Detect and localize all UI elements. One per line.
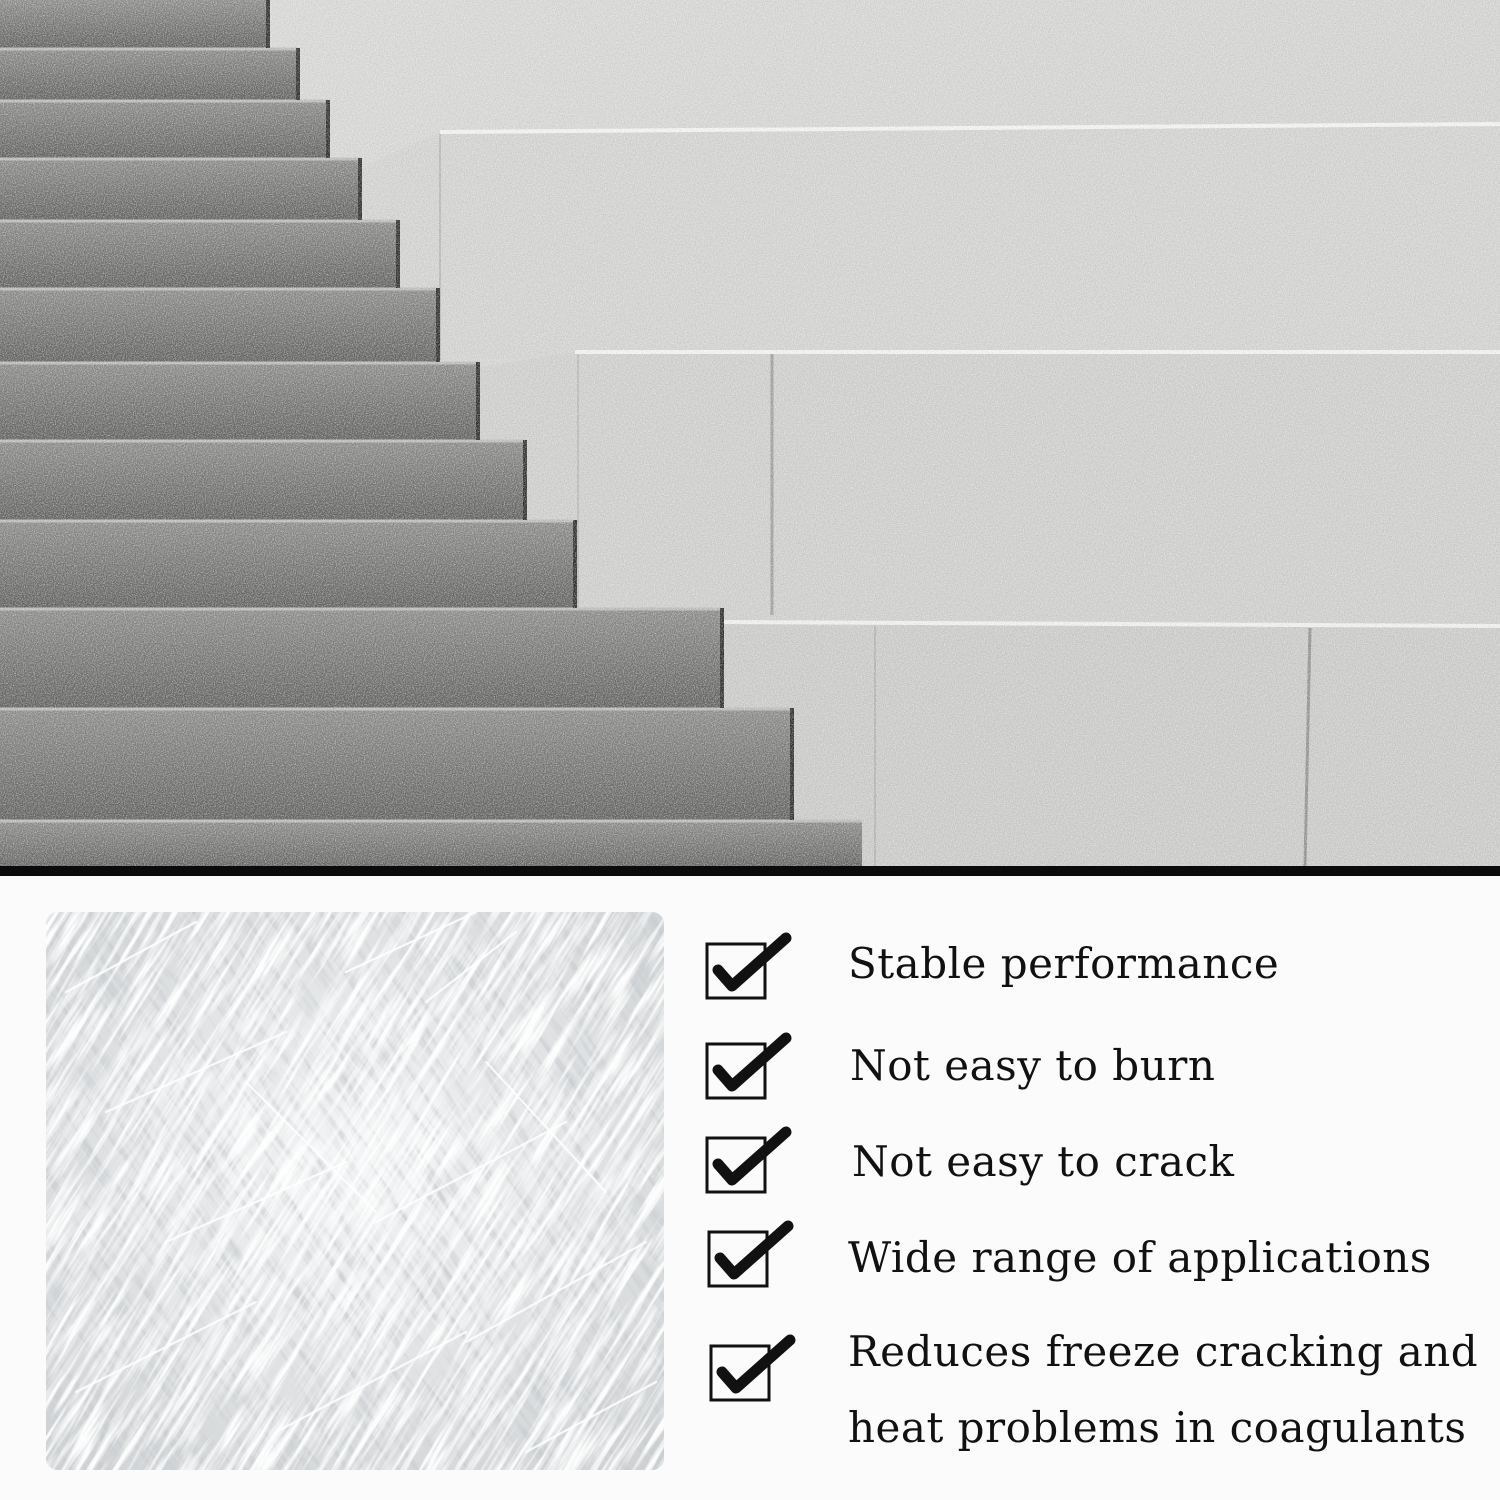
checkbox-checked-icon (704, 1126, 794, 1196)
checkbox-checked-icon (706, 1220, 796, 1290)
feature-label-line-2: heat problems in coagulants (848, 1403, 1467, 1452)
checkbox-checked-icon (704, 1032, 794, 1102)
checkbox-checked-icon (708, 1334, 798, 1404)
feature-label: Not easy to crack (852, 1137, 1235, 1186)
glass-fiber-photo (46, 912, 664, 1470)
feature-label: Wide range of applications (848, 1233, 1432, 1282)
checkbox-checked-icon (704, 932, 794, 1002)
features-panel (0, 876, 1500, 1500)
feature-label: Stable performance (848, 939, 1280, 988)
feature-label-line-1: Reduces freeze cracking and (848, 1327, 1479, 1376)
section-divider (0, 866, 1500, 876)
feature-label: Not easy to burn (850, 1041, 1216, 1090)
feature-list (700, 876, 1480, 1500)
